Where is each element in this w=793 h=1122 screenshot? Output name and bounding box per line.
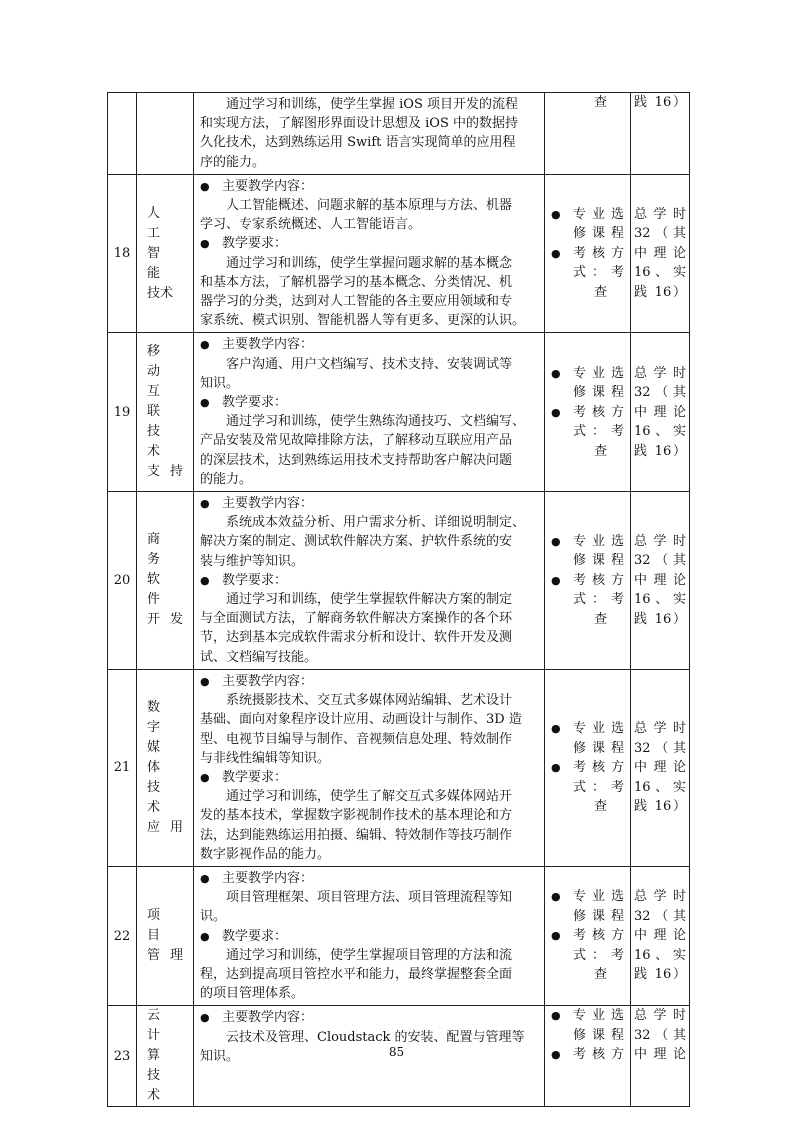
page-number: 85: [388, 1045, 405, 1059]
course-name-line: 技术: [147, 285, 174, 301]
content-heading: ● 主要教学内容：: [200, 335, 540, 354]
content-heading: ● 主要教学内容：: [200, 1008, 540, 1027]
requirement-line: 与全面测试方法，了解商务软件解决方案操作的各个环: [200, 611, 513, 627]
hours-cell: 总学时 32（其 中理论 16、实 践 16）: [631, 669, 690, 866]
type-tail: 查: [593, 95, 607, 110]
content-line: 型、电视节目编导与制作、音视频信息处理、特效制作: [200, 731, 513, 747]
course-name-line: 项 目: [147, 908, 174, 944]
bullet-icon: ●: [551, 366, 561, 380]
requirement-heading: ● 教学要求：: [200, 571, 540, 590]
course-number: 18: [108, 174, 137, 333]
no-cell: [108, 93, 137, 175]
requirement-line: 法，达到能熟练运用拍摄、编辑、特效制作等技巧制作: [200, 827, 513, 843]
hours-cell: 总学时 32（其 中理论 16、实 践 16）: [631, 174, 690, 333]
course-name-cell: [137, 333, 194, 492]
bullet-icon: ●: [551, 207, 561, 221]
course-name-cell: [137, 174, 194, 333]
type-cell: ● 专业选 修课程 ● 考核方 式：考 查: [545, 492, 631, 670]
requirement-line: 通过学习和训练，使学生掌握问题求解的基本概念: [226, 255, 513, 271]
content-heading: ● 主要教学内容：: [200, 494, 540, 513]
requirement-line: 节，达到基本完成软件需求分析和设计、软件开发及测: [200, 630, 513, 646]
type-cell: ● 专业选 修课程 ● 考核方 式：考 查: [545, 866, 631, 1005]
course-name-cell: [137, 866, 194, 1005]
course-name-line: 商 务: [147, 532, 174, 568]
table-row: [108, 669, 690, 866]
desc-line: 久化技术，达到熟练运用 Swift 语言实现简单的应用程: [200, 135, 516, 151]
course-name-line: 应用: [147, 819, 183, 835]
course-name-line: 算 技: [147, 1048, 174, 1084]
desc-line: 序的能力。: [200, 154, 266, 170]
requirement-line: 通过学习和训练，使学生掌握项目管理的方法和流: [226, 947, 513, 963]
requirement-line: 产品安装及常见故障排除方法，了解移动互联应用产品: [200, 433, 513, 449]
hours-cell: 总学时 32（其 中理论 16、实 践 16）: [631, 492, 690, 670]
course-name-line: 数 字: [147, 699, 174, 735]
course-name-cell: [137, 669, 194, 866]
requirement-line: 的能力。: [200, 471, 253, 487]
content-line: 解决方案的制定、测试软件解决方案、护软件系统的安: [200, 534, 513, 550]
course-number: 22: [108, 866, 137, 1005]
content-line: 人工智能概述、问题求解的基本原理与方法、机器: [226, 198, 513, 214]
content-line: 知识。: [200, 375, 240, 391]
content-line: 与非线性编辑等知识。: [200, 750, 331, 766]
content-heading: ● 主要教学内容：: [200, 672, 540, 691]
requirement-line: 发的基本技术，掌握数字影视制作技术的基本理论和方: [200, 808, 513, 824]
type-cell: ● 专业选 修课程 ● 考核方 式：考 查: [545, 669, 631, 866]
course-name-line: 支持: [147, 464, 183, 480]
content-line: 识。: [200, 909, 227, 925]
course-name-line: 互 联: [147, 384, 174, 420]
requirement-line: 家系统、模式识别、智能机器人等有更多、更深的认识。: [200, 313, 526, 329]
hours-cell: 总学时 32（其 中理论 16、实 践 16）: [631, 333, 690, 492]
desc-line: 和实现方法，了解图形界面设计思想及 iOS 中的数据持: [200, 116, 518, 132]
content-line: 知识。: [200, 1048, 240, 1064]
course-name-line: 移 动: [147, 344, 174, 380]
description-cell: [194, 333, 545, 492]
table-row: [108, 492, 690, 670]
hours-tail: 践 16）: [634, 95, 686, 110]
bullet-icon: ●: [551, 1009, 561, 1023]
desc-line: 通过学习和训练，使学生掌握 iOS 项目开发的流程: [226, 97, 518, 112]
course-name-cell: [137, 492, 194, 670]
course-table: [107, 92, 690, 1107]
table-row: [108, 174, 690, 333]
bullet-icon: ●: [551, 246, 561, 260]
requirement-line: 通过学习和训练，使学生了解交互式多媒体网站开: [226, 789, 513, 805]
course-number: 20: [108, 492, 137, 670]
requirement-line: 试、文档编写技能。: [200, 649, 318, 665]
course-name-line: 管理: [147, 948, 183, 964]
bullet-icon: ●: [551, 1048, 561, 1062]
hours-cell: 总学时 32（其 中理论 16、实 践 16）: [631, 866, 690, 1005]
requirement-line: 数字影视作品的能力。: [200, 846, 331, 862]
course-name-line: 开发: [147, 612, 183, 628]
content-line: 学习、专家系统概述、人工智能语言。: [200, 217, 422, 233]
type-cell: ● 专业选 修课程 ● 考核方: [545, 1006, 631, 1107]
requirement-heading: ● 教学要求：: [200, 234, 540, 253]
description-cell: [194, 669, 545, 866]
content-line: 客户沟通、用户文档编写、技术支持、安装调试等: [226, 356, 513, 372]
requirement-line: 程，达到提高项目管控水平和能力，最终掌握整套全面: [200, 966, 513, 982]
course-name-line: 软 件: [147, 572, 174, 608]
description-cell: [194, 492, 545, 670]
type-cell: [545, 93, 631, 175]
bullet-icon: ●: [551, 405, 561, 419]
requirement-heading: ● 教学要求：: [200, 768, 540, 787]
course-name-line: 术: [147, 1088, 161, 1104]
bullet-icon: ●: [551, 573, 561, 587]
requirement-heading: ● 教学要求：: [200, 927, 540, 946]
course-name-line: 技 术: [147, 424, 174, 460]
requirement-line: 和基本方法，了解机器学习的基本概念、分类情况、机: [200, 274, 513, 290]
table-row-continuation: [108, 93, 690, 175]
description-cell: [194, 866, 545, 1005]
hours-cell: 总学时 32（其 中理论: [631, 1006, 690, 1107]
content-line: 系统摄影技术、交互式多媒体网站编辑、艺术设计: [226, 693, 513, 709]
content-heading: ● 主要教学内容：: [200, 869, 540, 888]
course-name-line: 云 计: [147, 1008, 174, 1044]
bullet-icon: ●: [551, 929, 561, 943]
hours-cell: [631, 93, 690, 175]
requirement-heading: ● 教学要求：: [200, 393, 540, 412]
description-cell: [194, 93, 545, 175]
content-line: 系统成本效益分析、用户需求分析、详细说明制定、: [226, 515, 526, 531]
table-row: [108, 866, 690, 1005]
requirement-line: 通过学习和训练，使学生熟练沟通技巧、文档编写、: [226, 414, 526, 430]
course-name-line: 技 术: [147, 779, 174, 815]
type-cell: ● 专业选 修课程 ● 考核方 式：考 查: [545, 333, 631, 492]
content-line: 云技术及管理、Cloudstack 的安装、配置与管理等: [226, 1029, 525, 1045]
requirement-line: 器学习的分类，达到对人工智能的各主要应用领域和专: [200, 294, 513, 310]
requirement-line: 的项目管理体系。: [200, 986, 305, 1002]
course-name-line: 智 能: [147, 245, 174, 281]
requirement-line: 通过学习和训练，使学生掌握软件解决方案的制定: [226, 592, 513, 608]
course-name-line: 人 工: [147, 205, 174, 241]
bullet-icon: ●: [551, 534, 561, 548]
content-line: 项目管理框架、项目管理方法、项目管理流程等知: [226, 890, 513, 906]
course-number: 23: [108, 1006, 137, 1107]
content-line: 装与维护等知识。: [200, 553, 305, 569]
type-cell: ● 专业选 修课程 ● 考核方 式：考 查: [545, 174, 631, 333]
course-number: 21: [108, 669, 137, 866]
bullet-icon: ●: [551, 890, 561, 904]
bullet-icon: ●: [551, 722, 561, 736]
table-row: [108, 333, 690, 492]
course-number: 19: [108, 333, 137, 492]
name-cell: [137, 93, 194, 175]
description-cell: [194, 174, 545, 333]
requirement-line: 的深层技术，达到熟练运用技术支持帮助客户解决问题: [200, 452, 513, 468]
bullet-icon: ●: [551, 761, 561, 775]
content-line: 基础、面向对象程序设计应用、动画设计与制作、3D 造: [200, 712, 522, 728]
course-name-line: 媒 体: [147, 739, 174, 775]
content-heading: ● 主要教学内容：: [200, 177, 540, 196]
